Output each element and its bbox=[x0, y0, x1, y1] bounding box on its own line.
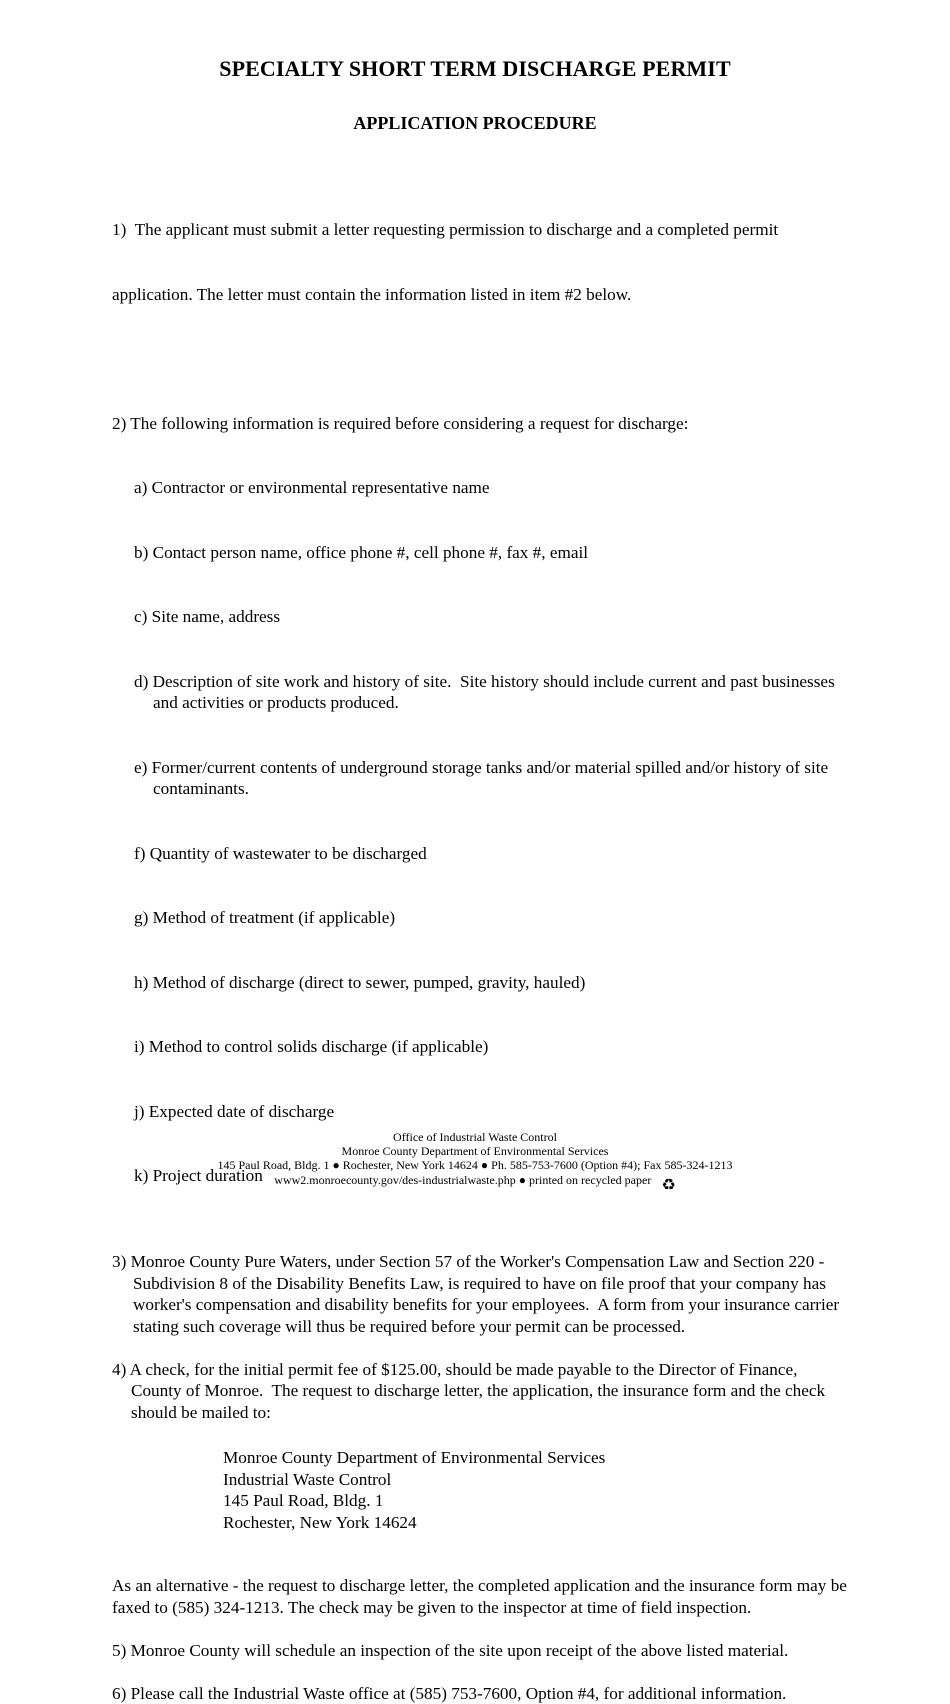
page-subtitle: APPLICATION PROCEDURE bbox=[0, 113, 950, 134]
item-1-line-2: application. The letter must contain the information listed in item #2 below. bbox=[112, 284, 852, 306]
item-2-intro: 2) The following information is required before considering a request for discharge: bbox=[112, 413, 852, 435]
item-2-subitem-a: a) Contractor or environmental representative name bbox=[112, 477, 852, 499]
address-line-2: Industrial Waste Control bbox=[223, 1469, 852, 1491]
footer-address: 145 Paul Road, Bldg. 1 ● Rochester, New York 14624 ● Ph. 585-753-7600 (Option #4); Fax 585-324-1213 bbox=[0, 1158, 950, 1172]
item-2 bbox=[112, 370, 852, 1230]
item-2-subitem-c: c) Site name, address bbox=[112, 606, 852, 628]
item-6: 6) Please call the Industrial Waste office at (585) 753-7600, Option #4, for additional information. bbox=[112, 1683, 852, 1704]
item-5: 5) Monroe County will schedule an inspection of the site upon receipt of the above listed material. bbox=[112, 1640, 852, 1662]
item-2-subitem-h: h) Method of discharge (direct to sewer, pumped, gravity, hauled) bbox=[112, 972, 852, 994]
page-title: SPECIALTY SHORT TERM DISCHARGE PERMIT bbox=[0, 56, 950, 82]
alternative-paragraph: As an alternative - the request to discharge letter, the completed application and the insurance form may be faxed to (585) 324-1213. The check may be given to the inspector at time of field inspection. bbox=[112, 1575, 852, 1618]
footer-website: www2.monroecounty.gov/des-industrialwaste.php ● printed on recycled paper bbox=[274, 1173, 651, 1187]
item-2-subitem-b: b) Contact person name, office phone #, cell phone #, fax #, email bbox=[112, 542, 852, 564]
item-2-subitem-g: g) Method of treatment (if applicable) bbox=[112, 907, 852, 929]
address-line-1: Monroe County Department of Environmental Services bbox=[223, 1447, 852, 1469]
item-2-subitem-i: i) Method to control solids discharge (if applicable) bbox=[112, 1036, 852, 1058]
item-2-subitem-e: e) Former/current contents of underground storage tanks and/or material spilled and/or history of site contaminants. bbox=[112, 757, 852, 800]
footer-office: Office of Industrial Waste Control bbox=[0, 1130, 950, 1144]
footer-website-line bbox=[0, 1173, 950, 1192]
item-2-subitem-d: d) Description of site work and history of site. Site history should include current and past businesses and activities or products produced. bbox=[112, 671, 852, 714]
address-line-3: 145 Paul Road, Bldg. 1 bbox=[223, 1490, 852, 1512]
item-4: 4) A check, for the initial permit fee of $125.00, should be made payable to the Director of Finance, County of Monroe. The request to discharge letter, the application, the insurance form and the check should be mailed to: bbox=[112, 1359, 852, 1424]
item-2-subitem-f: f) Quantity of wastewater to be discharged bbox=[112, 843, 852, 865]
item-3: 3) Monroe County Pure Waters, under Section 57 of the Worker's Compensation Law and Section 220 - Subdivision 8 of the Disability Benefits Law, is required to have on file proof that your company has worker's compensation and disability benefits for your employees. A form from your insurance carrier stating such coverage will thus be required before your permit can be processed. bbox=[112, 1251, 852, 1337]
item-1 bbox=[112, 176, 852, 348]
item-1-line-1: 1) The applicant must submit a letter requesting permission to discharge and a completed permit bbox=[112, 219, 852, 241]
page-footer bbox=[0, 1130, 950, 1192]
footer-department: Monroe County Department of Environmental Services bbox=[0, 1144, 950, 1158]
item-2-subitem-k: k) Project duration bbox=[112, 1165, 852, 1187]
document-body bbox=[112, 176, 852, 1704]
mailing-address bbox=[112, 1447, 852, 1533]
item-2-subitem-j: j) Expected date of discharge bbox=[112, 1101, 852, 1123]
recycle-icon: ♻ bbox=[661, 1178, 675, 1192]
address-line-4: Rochester, New York 14624 bbox=[223, 1512, 852, 1534]
